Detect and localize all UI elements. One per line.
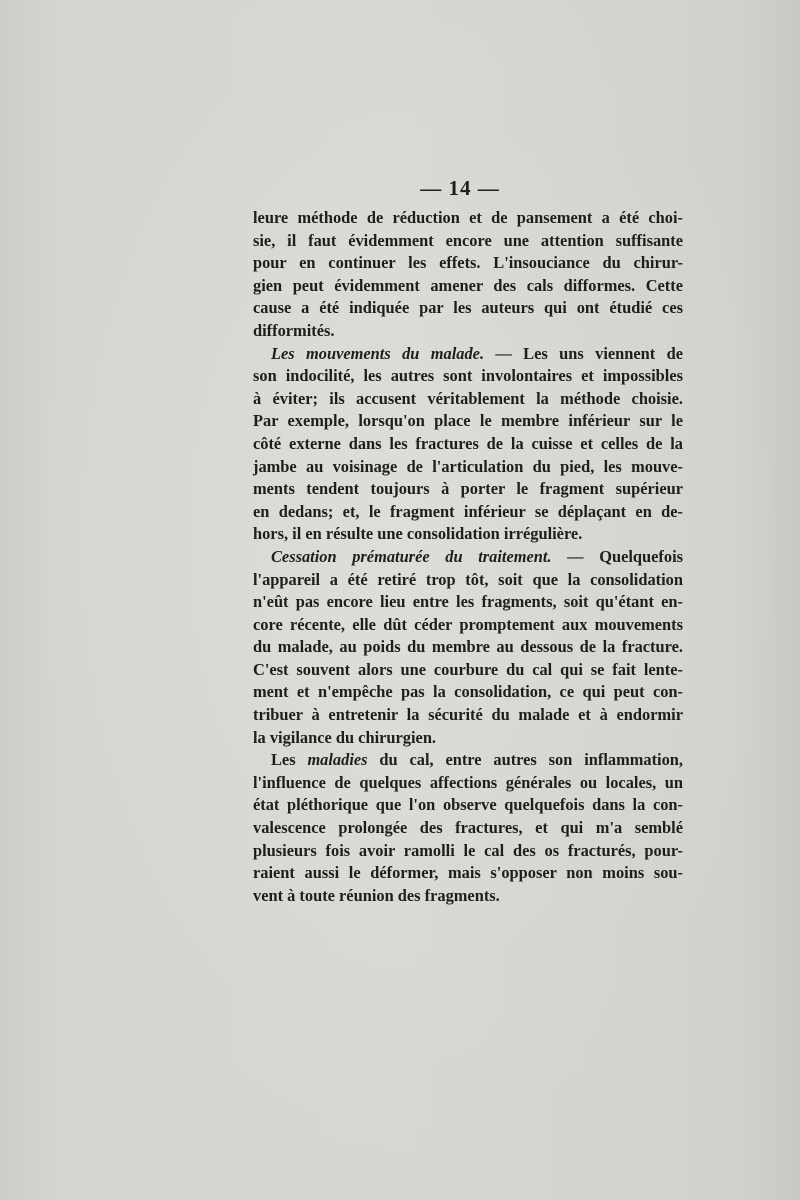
text-line xyxy=(253,749,683,772)
text-line xyxy=(253,546,683,569)
text-line: pour en continuer les effets. L'insouciance du chirur- xyxy=(253,253,683,273)
text-run: Les xyxy=(271,750,308,770)
text-run: du cal, entre autres son inflammation, xyxy=(367,750,683,770)
section-heading: Les mouvements du malade. xyxy=(271,343,485,363)
text-line: tribuer à entretenir la sécurité du malade et à endormir xyxy=(253,705,683,725)
text-line: raient aussi le déformer, mais s'opposer non moins sou- xyxy=(253,863,683,883)
text-line: à éviter; ils accusent véritablement la méthode choisie. xyxy=(253,388,683,408)
text-line: plusieurs fois avoir ramolli le cal des os fracturés, pour- xyxy=(253,840,683,860)
emphasis: maladies xyxy=(307,750,368,770)
text-line: difformités. xyxy=(253,320,335,340)
text-line: jambe au voisinage de l'articulation du pied, les mouve- xyxy=(253,456,683,476)
text-line: côté externe dans les fractures de la cuisse et celles de la xyxy=(253,433,683,453)
page-number: — 14 — xyxy=(420,176,500,200)
text-line: du malade, au poids du membre au dessous de la fracture. xyxy=(253,637,683,657)
text-line: l'influence de quelques affections générales ou locales, un xyxy=(253,772,683,792)
text-line: core récente, elle dût céder promptement aux mouvements xyxy=(253,614,683,634)
paragraph xyxy=(253,749,683,907)
text-line: gien peut évidemment amener des cals difformes. Cette xyxy=(253,275,683,295)
paragraph xyxy=(253,546,683,749)
body-text xyxy=(253,207,683,907)
text-line xyxy=(253,343,683,366)
text-line: sie, il faut évidemment encore une attention suffisante xyxy=(253,230,683,250)
text-line: valescence prolongée des fractures, et qui m'a semblé xyxy=(253,818,683,838)
text-line: C'est souvent alors une courbure du cal qui se fait lente- xyxy=(253,659,683,679)
text-line: l'appareil a été retiré trop tôt, soit que la consolidation xyxy=(253,569,683,589)
paragraph xyxy=(253,343,683,546)
text-line: cause a été indiquée par les auteurs qui ont étudié ces xyxy=(253,298,683,318)
section-heading: Cessation prématurée du traitement. xyxy=(271,546,552,566)
text-line: en dedans; et, le fragment inférieur se déplaçant en de- xyxy=(253,501,683,521)
text-line: ment et n'empêche pas la consolidation, ce qui peut con- xyxy=(253,682,683,702)
paragraph xyxy=(253,207,683,343)
text-line: son indocilité, les autres sont involontaires et impossibles xyxy=(253,366,683,386)
text-line: n'eût pas encore lieu entre les fragments, soit qu'étant en- xyxy=(253,592,683,612)
text-line: hors, il en résulte une consolidation irrégulière. xyxy=(253,524,583,544)
text-line: leure méthode de réduction et de pansement a été choi- xyxy=(253,208,683,227)
text-run: — Les uns viennent de xyxy=(484,343,683,363)
text-line: la vigilance du chirurgien. xyxy=(253,727,437,747)
text-line: état pléthorique que l'on observe quelquefois dans la con- xyxy=(253,795,683,815)
text-line: ments tendent toujours à porter le fragment supérieur xyxy=(253,479,683,499)
text-line: Par exemple, lorsqu'on place le membre inférieur sur le xyxy=(253,411,683,431)
text-run: — Quelquefois xyxy=(551,546,683,566)
text-line: vent à toute réunion des fragments. xyxy=(253,885,500,905)
